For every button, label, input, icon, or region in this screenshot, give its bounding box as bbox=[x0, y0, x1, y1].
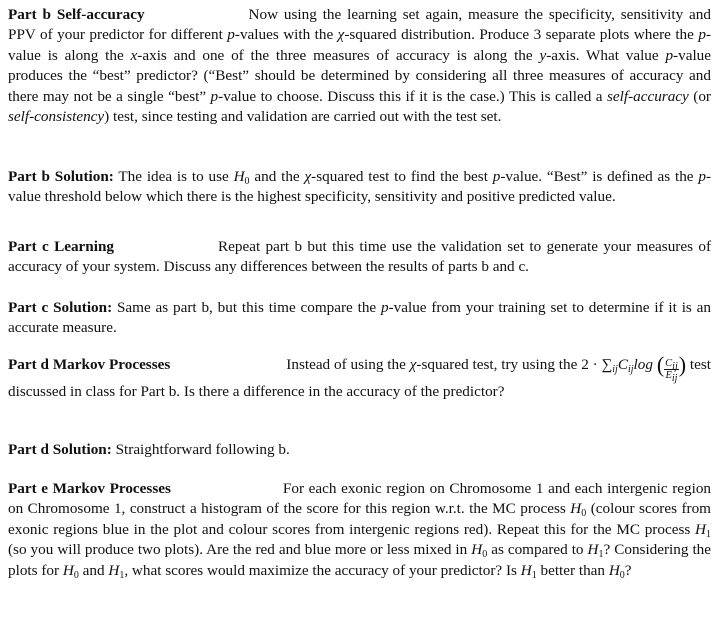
sum-symbol: ∑ bbox=[601, 357, 613, 373]
math-subscript: ij bbox=[627, 364, 634, 375]
body-text: -value is along the bbox=[8, 26, 711, 64]
math-subscript: 0 bbox=[482, 549, 488, 561]
math-c: C bbox=[617, 356, 628, 373]
math-h: H bbox=[471, 541, 483, 559]
section-heading: Part d Solution: bbox=[8, 441, 112, 458]
math-subscript: 1 bbox=[531, 569, 537, 581]
right-paren: ) bbox=[678, 352, 687, 377]
section-part-e-markov bbox=[8, 479, 711, 581]
body-text: (or bbox=[688, 87, 711, 105]
math-h: H bbox=[608, 561, 620, 579]
math-subscript: 0 bbox=[244, 176, 250, 187]
fraction-denominator bbox=[664, 370, 679, 384]
math-chi: χ bbox=[337, 26, 345, 44]
body-text: Now using the learning set again, measure the specificity, sensitivity and PPV of your predictor for different bbox=[8, 6, 711, 44]
math-subscript: 1 bbox=[119, 569, 125, 581]
math-h: H bbox=[587, 541, 599, 559]
math-p: p bbox=[210, 87, 219, 105]
math-subscript: ij bbox=[612, 364, 618, 375]
math-h: H bbox=[695, 520, 706, 538]
body-text: (colour scores from exonic regions blue in the plot and colour scores from intergenic regions red). Repeat this for the MC process bbox=[8, 500, 711, 538]
body-text: and the bbox=[249, 168, 305, 185]
math-p: p bbox=[665, 46, 674, 64]
math-h: H bbox=[520, 561, 532, 579]
left-paren: ( bbox=[656, 352, 665, 377]
body-text: ) test, since testing and validation are carried out with the test set. bbox=[104, 108, 502, 126]
body-text: -squared test to find the best bbox=[311, 168, 493, 185]
section-part-d-solution bbox=[8, 440, 711, 460]
math-p: p bbox=[227, 26, 235, 44]
math-log: log bbox=[633, 356, 653, 373]
body-text: ? Considering the plots for bbox=[8, 541, 712, 579]
section-heading: Part d Markov Processes bbox=[8, 356, 171, 373]
body-text: (so you will produce two plots). Are the red and blue more or less mixed in bbox=[8, 541, 472, 559]
math-chi: χ bbox=[304, 168, 312, 185]
math-p: p bbox=[492, 168, 501, 185]
body-text: For each exonic region on Chromosome 1 and each intergenic region on Chromosome 1, construct a histogram of the score for this region w.r.t. the MC process bbox=[8, 480, 712, 518]
term-self-accuracy: self-accuracy bbox=[606, 87, 689, 105]
body-text: The idea is to use bbox=[113, 168, 234, 185]
math-h: H bbox=[62, 561, 74, 579]
body-text: ? bbox=[624, 561, 632, 579]
term-self-consistency: self-consistency bbox=[8, 108, 105, 126]
body-text: -values with the bbox=[234, 26, 338, 44]
body-text: -squared distribution. Produce 3 separate plots where the bbox=[344, 26, 699, 44]
formula-coefficient: 2 · bbox=[581, 356, 602, 373]
math-subscript: 1 bbox=[706, 528, 711, 540]
fraction bbox=[664, 358, 679, 384]
section-heading: Part c Solution: bbox=[8, 299, 113, 316]
section-part-c-solution bbox=[8, 298, 711, 339]
body-text: -value from your training set to determine if it is an accurate measure. bbox=[8, 299, 711, 337]
section-heading: Part c Learning bbox=[8, 238, 114, 255]
body-text: as compared to bbox=[487, 541, 588, 559]
section-heading: Part e Markov Processes bbox=[8, 480, 171, 497]
formula bbox=[581, 352, 687, 384]
body-text: test discussed in class for Part b. Is there a difference in the accuracy of the predictor? bbox=[8, 356, 712, 400]
section-part-d-markov bbox=[8, 354, 711, 403]
body-text: -value produces the “best” predictor? (“Best” should be determined by considering all three measures of accuracy and there may not be a single “best” bbox=[8, 46, 711, 105]
body-text: -value threshold below which there is the highest specificity, sensitivity and positive predicted value. bbox=[8, 168, 712, 206]
math-subscript: 0 bbox=[73, 569, 79, 581]
fraction-numerator bbox=[664, 358, 679, 370]
body-text: -squared test, try using the bbox=[416, 356, 578, 373]
body-text: , what scores would maximize the accuracy of your predictor? Is bbox=[124, 561, 521, 579]
math-y: y bbox=[539, 46, 547, 64]
body-text: -value. “Best” is defined as the bbox=[500, 168, 699, 185]
math-p: p bbox=[698, 168, 706, 185]
section-heading: Part b Self-accuracy bbox=[8, 6, 145, 23]
body-text: better than bbox=[536, 561, 609, 579]
math-subscript: 0 bbox=[581, 508, 587, 520]
math-x: x bbox=[130, 46, 138, 64]
section-part-c-learning bbox=[8, 237, 711, 278]
math-subscript: 0 bbox=[619, 569, 625, 581]
math-chi: χ bbox=[409, 356, 417, 373]
math-e: E bbox=[665, 370, 672, 381]
section-heading: Part b Solution: bbox=[8, 168, 114, 185]
body-text: Repeat part b but this time use the validation set to generate your measures of accuracy of your system. Discuss any differences between the results of parts b and c. bbox=[8, 238, 711, 276]
math-p: p bbox=[381, 299, 389, 316]
math-p: p bbox=[698, 26, 706, 44]
math-c: C bbox=[665, 358, 673, 369]
section-part-b-self-accuracy bbox=[8, 5, 711, 127]
math-h: H bbox=[233, 168, 245, 185]
math-h: H bbox=[570, 500, 582, 518]
body-text: -axis. What value bbox=[546, 46, 666, 64]
body-text: Straightforward following b. bbox=[111, 441, 290, 458]
math-subscript: ij bbox=[671, 373, 678, 384]
body-text: and bbox=[78, 561, 109, 579]
math-subscript: 1 bbox=[598, 549, 604, 561]
body-text: Same as part b, but this time compare the bbox=[112, 299, 381, 316]
body-text: Instead of using the bbox=[286, 356, 410, 373]
section-part-b-solution bbox=[8, 167, 711, 208]
math-h: H bbox=[108, 561, 120, 579]
math-subscript: ij bbox=[672, 361, 678, 372]
body-text: -value to choose. Discuss this if it is the case.) This is called a bbox=[218, 87, 607, 105]
body-text: -axis and one of the three measures of accuracy is along the bbox=[137, 46, 540, 64]
